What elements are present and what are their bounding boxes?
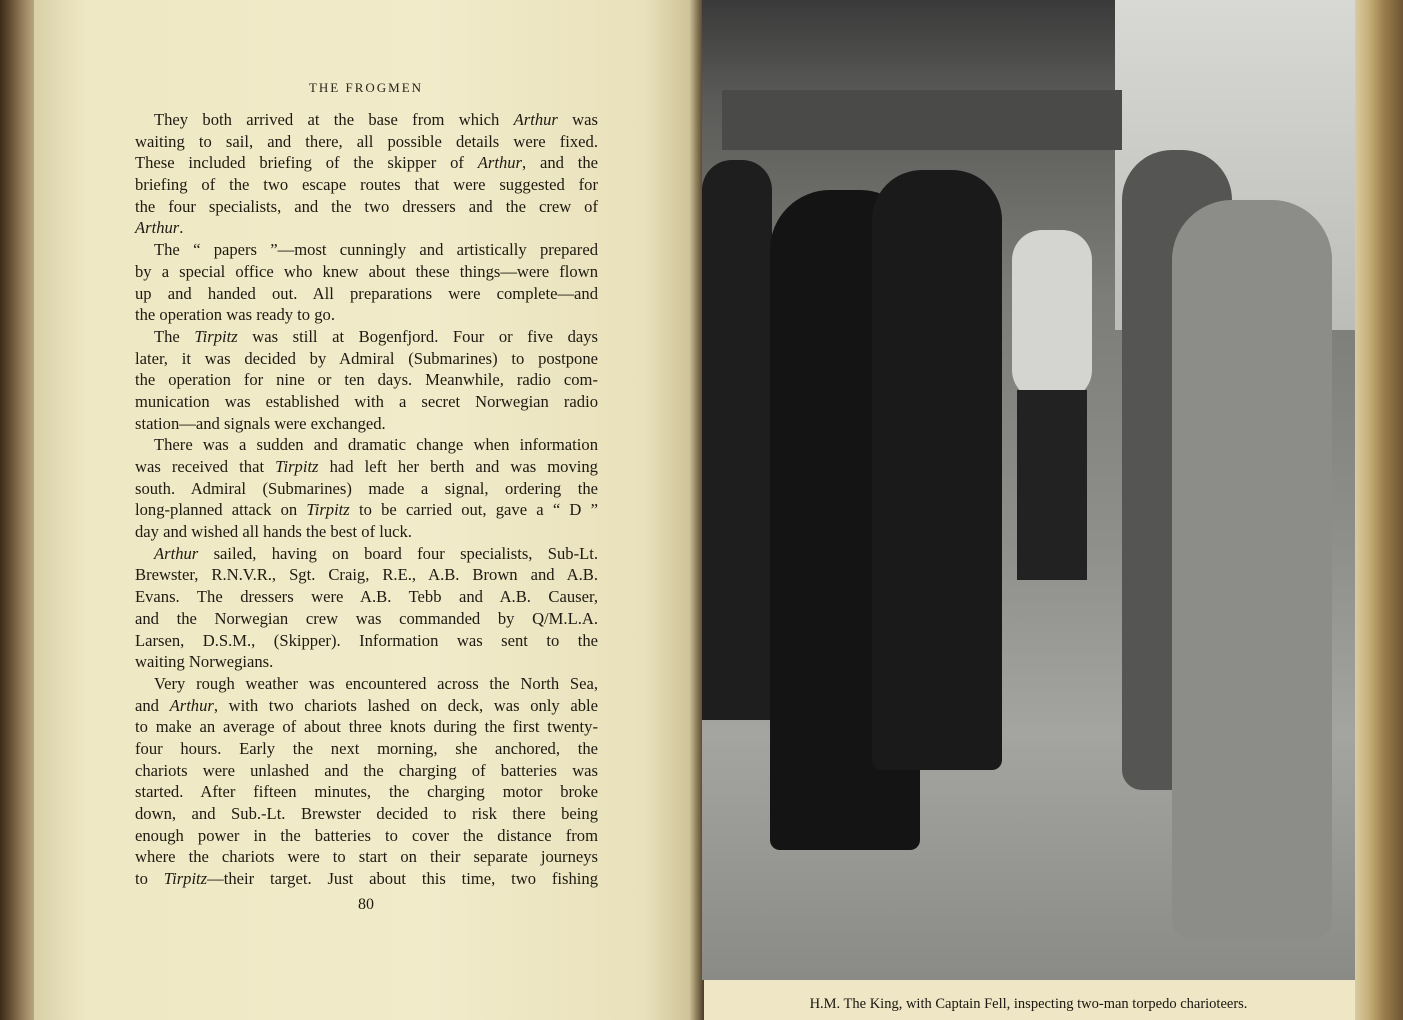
text-segment: briefing of the two escape routes that were suggested for xyxy=(135,175,598,195)
text-line xyxy=(135,152,598,174)
text-segment: four hours. Early the next morning, she anchored, the xyxy=(135,738,598,758)
sailor-figure xyxy=(1017,390,1087,580)
italic-text: Arthur xyxy=(477,153,522,173)
text-line xyxy=(135,261,598,283)
text-segment: to be carried out, gave a “ D ” xyxy=(349,500,598,520)
text-segment: —their target. Just about this time, two fishing xyxy=(207,869,598,889)
text-segment: long-planned attack on xyxy=(135,500,307,520)
text-segment: sailed, having on board four specialists, Sub-Lt. xyxy=(198,543,598,563)
italic-text: Arthur xyxy=(169,695,214,715)
text-segment: There was a sudden and dramatic change when information xyxy=(154,435,598,455)
text-segment: munication was established with a secret Norwegian radio xyxy=(135,391,598,411)
text-segment: later, it was decided by Admiral (Submarines) to postpone xyxy=(135,348,598,368)
text-line xyxy=(135,413,598,435)
text-line xyxy=(135,499,598,521)
text-line xyxy=(135,109,598,131)
text-line xyxy=(135,131,598,153)
text-segment: day and wished all hands the best of luck. xyxy=(135,522,412,542)
text-segment: the operation for nine or ten days. Meanwhile, radio com- xyxy=(135,370,598,390)
text-line xyxy=(135,348,598,370)
text-line xyxy=(135,456,598,478)
charioteer-figure-2 xyxy=(1172,200,1332,940)
text-segment: , with two chariots lashed on deck, was only able xyxy=(213,695,598,715)
text-segment: was still at Bogenfjord. Four or five days xyxy=(237,326,598,346)
body-text xyxy=(135,109,598,890)
text-segment: up and handed out. All preparations were complete—and xyxy=(135,283,598,303)
text-line xyxy=(135,478,598,500)
text-line xyxy=(135,391,598,413)
text-segment: the four specialists, and the two dressers and the crew of xyxy=(135,196,598,216)
text-segment: the operation was ready to go. xyxy=(135,305,335,325)
text-segment: Larsen, D.S.M., (Skipper). Information was sent to the xyxy=(135,630,598,650)
text-line xyxy=(135,781,598,803)
italic-text: Tirpitz xyxy=(194,326,238,346)
text-line xyxy=(135,196,598,218)
book-edge-right xyxy=(1355,0,1403,1020)
italic-text: Tirpitz xyxy=(306,500,350,520)
text-line xyxy=(135,608,598,630)
text-line xyxy=(135,716,598,738)
text-line xyxy=(135,564,598,586)
text-segment: waiting to sail, and there, all possible details were fixed. xyxy=(135,131,598,151)
text-segment: They both arrived at the base from which xyxy=(154,110,514,129)
text-line xyxy=(135,738,598,760)
text-segment: had left her berth and was moving xyxy=(318,457,598,476)
text-segment: , and the xyxy=(522,153,598,173)
text-segment: where the chariots were to start on their separate journeys xyxy=(135,847,598,867)
text-line xyxy=(135,825,598,847)
text-line xyxy=(135,326,598,348)
photograph xyxy=(702,0,1355,980)
text-segment: and the Norwegian crew was commanded by Q/M.L.A. xyxy=(135,608,598,628)
text-line xyxy=(135,369,598,391)
text-segment: started. After fifteen minutes, the charging motor broke xyxy=(135,782,598,802)
text-segment: south. Admiral (Submarines) made a signal, ordering the xyxy=(135,478,598,498)
text-line xyxy=(135,803,598,825)
text-segment: to xyxy=(135,869,164,889)
text-segment: and xyxy=(135,695,170,715)
text-segment: down, and Sub.-Lt. Brewster decided to risk there being xyxy=(135,804,598,823)
captain-figure xyxy=(872,170,1002,770)
text-line xyxy=(135,673,598,695)
sailor-white-figure xyxy=(1012,230,1092,400)
text-line xyxy=(135,239,598,261)
text-segment: chariots were unlashed and the charging of batteries was xyxy=(135,760,598,780)
photo-caption: H.M. The King, with Captain Fell, inspecting two-man torpedo charioteers. xyxy=(809,996,1248,1012)
text-line xyxy=(135,630,598,652)
text-line xyxy=(135,586,598,608)
text-line xyxy=(135,651,598,673)
ship-superstructure xyxy=(722,90,1122,150)
text-segment: These included briefing of the skipper of xyxy=(135,153,478,173)
running-head: THE FROGMEN xyxy=(308,80,424,95)
text-line xyxy=(135,521,598,543)
text-line xyxy=(135,283,598,305)
italic-text: Arthur xyxy=(513,110,558,129)
text-segment: waiting Norwegians. xyxy=(135,652,274,672)
text-segment: by a special office who knew about these things—were flown xyxy=(135,261,598,281)
text-segment: The xyxy=(154,326,195,346)
text-line xyxy=(135,695,598,717)
text-segment: Very rough weather was encountered across the North Sea, xyxy=(154,673,598,693)
text-line xyxy=(135,846,598,868)
text-line xyxy=(135,543,598,565)
text-segment: was received that xyxy=(135,457,276,476)
officer-background-figure xyxy=(702,160,772,720)
italic-text: Arthur xyxy=(154,543,199,563)
italic-text: Tirpitz xyxy=(163,869,208,889)
italic-text: Tirpitz xyxy=(275,457,319,476)
text-line xyxy=(135,304,598,326)
italic-text: Arthur xyxy=(135,218,180,238)
text-line xyxy=(135,760,598,782)
text-line xyxy=(135,868,598,890)
text-line xyxy=(135,174,598,196)
text-line xyxy=(135,217,598,239)
text-line xyxy=(135,434,598,456)
text-segment: Brewster, R.N.V.R., Sgt. Craig, R.E., A.B. Brown and A.B. xyxy=(135,565,598,585)
text-segment: . xyxy=(179,218,184,238)
text-segment: Evans. The dressers were A.B. Tebb and A.B. Causer, xyxy=(135,587,598,607)
text-segment: enough power in the batteries to cover the distance from xyxy=(135,825,598,845)
page-number: 80 xyxy=(358,896,374,913)
text-segment: was xyxy=(557,110,598,129)
text-segment: to make an average of about three knots during the first twenty- xyxy=(135,717,598,737)
text-segment: station—and signals were exchanged. xyxy=(135,413,386,433)
text-segment: The “ papers ”—most cunningly and artistically prepared xyxy=(154,240,598,260)
